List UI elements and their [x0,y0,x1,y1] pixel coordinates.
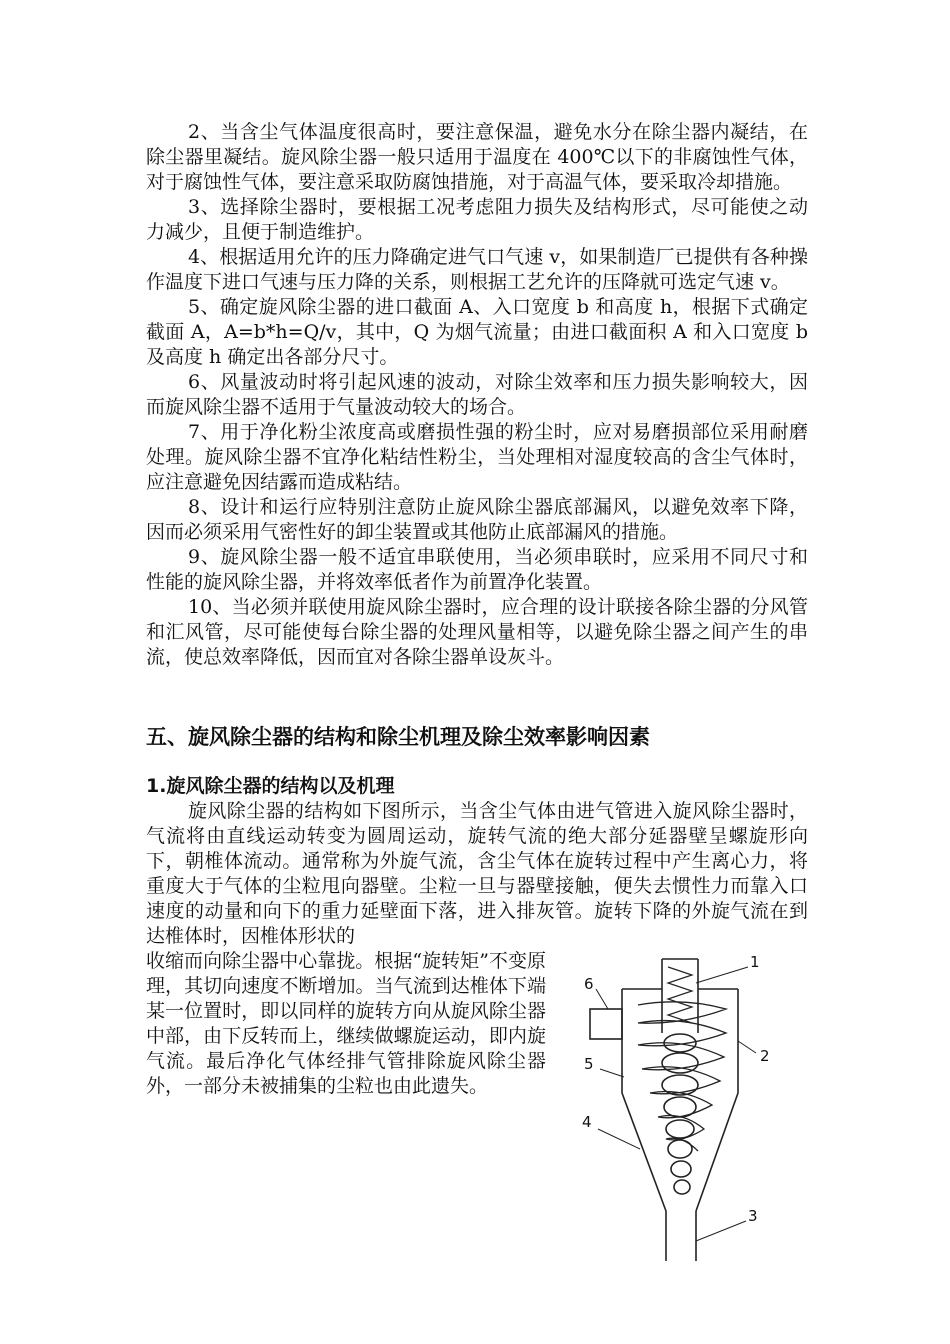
leader-3 [696,1221,746,1241]
cone-left-wall [622,1093,666,1211]
exhaust-coil [668,967,692,1023]
paragraph-5: 5、确定旋风除尘器的进口截面 A、入口宽度 b 和高度 h，根据下式确定截面 A，A=b*h=Q/v，其中，Q 为烟气流量；由进口截面积 A 和入口宽度 b 及高度 h 确定出各部分尺寸。 [146,296,808,368]
inlet-pipe [590,1009,622,1039]
leader-2 [738,1041,756,1053]
paragraph-6: 6、风量波动时将引起风速的波动，对除尘效率和压力损失影响较大，因而旋风除尘器不适用于气量波动较大的场合。 [146,371,808,418]
mechanism-paragraph: 旋风除尘器的结构如下图所示，当含尘气体由进气管进入旋风除尘器时，气流将由直线运动转变为圆周运动，旋转气流的绝大部分延器壁呈螺旋形向下，朝椎体流动。通常称为外旋气流，含尘气体在旋转过程中产生离心力，将重度大于气体的尘粒甩向器壁。尘粒一旦与器壁接触，便失去惯性力而靠入口速度的动量和向下的重力延壁面下落，进入排灰管。旋转下降的外旋气流在到达椎体时，因椎体形状的 [146,800,808,947]
figure-label-2: 2 [760,1047,770,1065]
figure-label-1: 1 [750,953,760,971]
figure-label-5: 5 [584,1055,594,1073]
mechanism-wrap-block [146,949,808,1225]
paragraph-4: 4、根据适用允许的压力降确定进气口气速 v，如果制造厂已提供有各种操作温度下进口气速与压力降的关系，则根据工艺允许的压降就可选定气速 v。 [146,246,808,293]
sub-title: 1.旋风除尘器的结构以及机理 [146,775,395,797]
figure-label-4: 4 [582,1113,592,1131]
mechanism-paragraph-continued: 收缩而向除尘器中心靠拢。根据“旋转矩”不变原理，其切向速度不断增加。当气流到达椎体下端某一位置时，即以同样的旋转方向从旋风除尘器中部，由下反转而上，继续做螺旋运动，即内旋气流。最后净化气体经排气管排除旋风除尘器外，一部分未被捕集的尘粒也由此遗失。 [146,950,546,1097]
paragraph-7: 7、用于净化粉尘浓度高或磨损性强的粉尘时，应对易磨损部位采用耐磨处理。旋风除尘器不宜净化粘结性粉尘，当处理相对湿度较高的含尘气体时，应注意避免因结露而造成粘结。 [146,421,808,493]
paragraph-8: 8、设计和运行应特别注意防止旋风除尘器底部漏风，以避免效率下降，因而必须采用气密性好的卸尘装置或其他防止底部漏风的措施。 [146,496,808,543]
cyclone-diagram-svg [578,953,810,1263]
paragraph-10: 10、当必须并联使用旋风除尘器时，应合理的设计联接各除尘器的分风管和汇风管，尽可能使每台除尘器的处理风量相等，以避免除尘器之间产生的串流，使总效率降低，因而宜对各除尘器单设灰斗。 [146,596,808,668]
leader-6 [596,989,608,1009]
document-page [146,120,808,1225]
outer-spiral [638,1002,726,1151]
cyclone-diagram [578,953,810,1263]
cone-right-wall [696,1093,738,1211]
paragraph-9: 9、旋风除尘器一般不适宜串联使用，当必须串联时，应采用不同尺寸和性能的旋风除尘器，并将效率低者作为前置净化装置。 [146,546,808,593]
paragraph-3: 3、选择除尘器时，要根据工况考虑阻力损失及结构形式，尽可能使之动力减少，且便于制造维护。 [146,196,808,243]
figure-label-6: 6 [584,975,594,993]
leader-1 [696,967,748,983]
leader-5 [600,1069,624,1077]
section-title: 五、旋风除尘器的结构和除尘机理及除尘效率影响因素 [146,725,650,749]
leader-4 [598,1129,640,1149]
paragraph-2: 2、当含尘气体温度很高时，要注意保温，避免水分在除尘器内凝结，在除尘器里凝结。旋风除尘器一般只适用于温度在 400℃以下的非腐蚀性气体，对于腐蚀性气体，要注意采取防腐蚀措施，对于高温气体，要采取冷却措施。 [146,121,808,193]
figure-label-3: 3 [748,1207,758,1225]
